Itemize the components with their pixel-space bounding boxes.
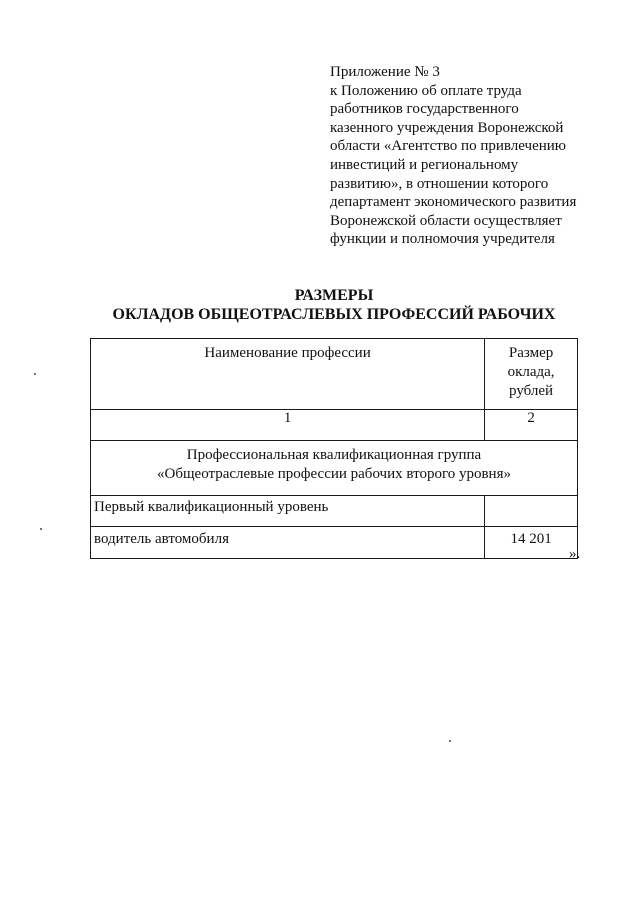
appendix-line: казенного учреждения Воронежской xyxy=(330,119,564,136)
document-subtitle: ОКЛАДОВ ОБЩЕОТРАСЛЕВЫХ ПРОФЕССИЙ РАБОЧИХ xyxy=(112,306,556,323)
header-salary-size xyxy=(485,339,578,410)
salary-table xyxy=(90,338,578,559)
closing-quote: ». xyxy=(569,546,581,562)
appendix-line: развитию», в отношении которого xyxy=(330,175,549,192)
salary-value: 14 201 xyxy=(485,527,578,559)
appendix-line: департамент экономического развития xyxy=(330,194,577,211)
column-number-row xyxy=(91,410,578,441)
appendix-line: к Положению об оплате труда xyxy=(330,82,522,99)
qualification-group xyxy=(91,441,578,496)
column-number: 1 xyxy=(91,410,485,441)
group-title: Профессиональная квалификационная группа xyxy=(186,447,482,463)
appendix-line: Воронежской области осуществляет xyxy=(330,212,562,229)
scan-speck xyxy=(449,740,451,742)
document-title: РАЗМЕРЫ xyxy=(294,287,374,304)
appendix-line: функции и полномочия учредителя xyxy=(330,231,555,248)
header-salary-line: Размер xyxy=(508,345,554,361)
qualification-level: Первый квалификационный уровень xyxy=(91,496,485,527)
appendix-header xyxy=(330,63,620,249)
group-row xyxy=(91,441,578,496)
header-salary-line: оклада, xyxy=(507,364,555,380)
header-salary-line: рублей xyxy=(509,383,554,399)
appendix-line: работников государственного xyxy=(330,101,519,118)
appendix-line: инвестиций и региональному xyxy=(330,156,519,173)
table-row xyxy=(91,527,578,559)
scan-speck xyxy=(34,373,36,375)
table-header-row xyxy=(91,339,578,410)
appendix-line: области «Агентство по привлечению xyxy=(330,138,566,155)
appendix-line: Приложение № 3 xyxy=(330,64,440,80)
scan-speck xyxy=(40,528,42,530)
profession-name: водитель автомобиля xyxy=(91,527,485,559)
header-profession-name: Наименование профессии xyxy=(91,339,485,410)
group-name: «Общеотраслевые профессии рабочих второго уровня» xyxy=(157,466,511,482)
qualification-level-value xyxy=(485,496,578,527)
column-number: 2 xyxy=(485,410,578,441)
level-row xyxy=(91,496,578,527)
